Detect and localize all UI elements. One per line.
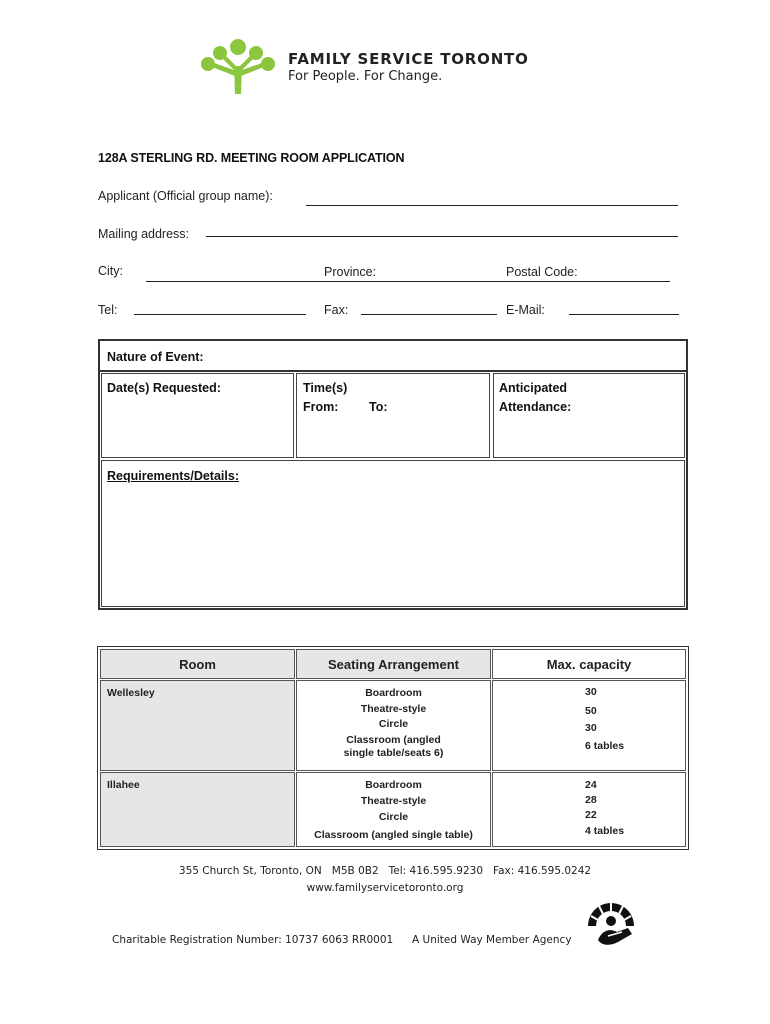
seating-option: Theatre-style xyxy=(360,795,427,807)
mailing-field[interactable] xyxy=(206,236,678,237)
postal-label: Postal Code: xyxy=(506,265,578,279)
mailing-label: Mailing address: xyxy=(98,227,190,241)
united-way-logo xyxy=(584,896,638,950)
attendance-label-line1: Anticipated xyxy=(499,381,568,395)
times-label: Time(s) xyxy=(303,381,348,395)
charity-registration: Charitable Registration Number: 10737 6063 RR0001 xyxy=(112,934,394,946)
fax-field[interactable] xyxy=(361,314,497,315)
room-name: Wellesley xyxy=(107,687,155,699)
family-tree-logo xyxy=(198,36,278,96)
united-way-text: A United Way Member Agency xyxy=(412,934,572,946)
to-label: To: xyxy=(369,400,388,414)
tel-field[interactable] xyxy=(134,314,306,315)
capacity-value: 4 tables xyxy=(585,825,625,837)
from-label: From: xyxy=(303,400,339,414)
tel-label: Tel: xyxy=(98,303,118,317)
city-field[interactable] xyxy=(146,281,670,282)
room-name: Illahee xyxy=(107,779,140,791)
applicant-label: Applicant (Official group name): xyxy=(98,189,273,203)
dates-requested-label: Date(s) Requested: xyxy=(107,381,221,395)
capacity-value: 24 xyxy=(585,779,597,791)
seating-option: Boardroom xyxy=(365,687,422,699)
capacity-value: 50 xyxy=(585,705,597,717)
nature-of-event-label: Nature of Event: xyxy=(107,350,204,364)
city-label: City: xyxy=(98,264,123,278)
seating-option: Classroom (angled single table) xyxy=(314,829,473,841)
seating-option: Circle xyxy=(378,811,409,823)
capacity-value: 28 xyxy=(585,794,597,806)
seating-header: Seating Arrangement xyxy=(328,657,459,672)
org-name: FAMILY SERVICE TORONTO xyxy=(288,50,529,68)
org-tagline: For People. For Change. xyxy=(288,69,443,84)
email-label: E-Mail: xyxy=(506,303,545,317)
seating-option: Boardroom xyxy=(365,779,422,791)
attendance-label-line2: Attendance: xyxy=(499,400,572,414)
seating-option: Classroom (angled xyxy=(346,734,441,746)
requirements-label: Requirements/Details: xyxy=(107,469,239,483)
province-label: Province: xyxy=(324,265,377,279)
capacity-value: 30 xyxy=(585,722,597,734)
seating-option: single table/seats 6) xyxy=(343,747,444,759)
capacity-header: Max. capacity xyxy=(546,657,632,672)
fax-label: Fax: xyxy=(324,303,349,317)
form-title: 128A STERLING RD. MEETING ROOM APPLICATION xyxy=(98,151,405,165)
seating-option: Theatre-style xyxy=(360,703,427,715)
room-header: Room xyxy=(179,657,216,672)
footer-address: 355 Church St, Toronto, ON M5B 0B2 Tel: 416.595.9230 Fax: 416.595.0242 xyxy=(178,865,592,877)
footer-website: www.familyservicetoronto.org xyxy=(306,882,464,894)
capacity-value: 6 tables xyxy=(585,740,625,752)
capacity-value: 30 xyxy=(585,686,597,698)
email-field[interactable] xyxy=(569,314,679,315)
seating-option: Circle xyxy=(378,718,409,730)
applicant-field[interactable] xyxy=(306,205,678,206)
capacity-value: 22 xyxy=(585,809,597,821)
